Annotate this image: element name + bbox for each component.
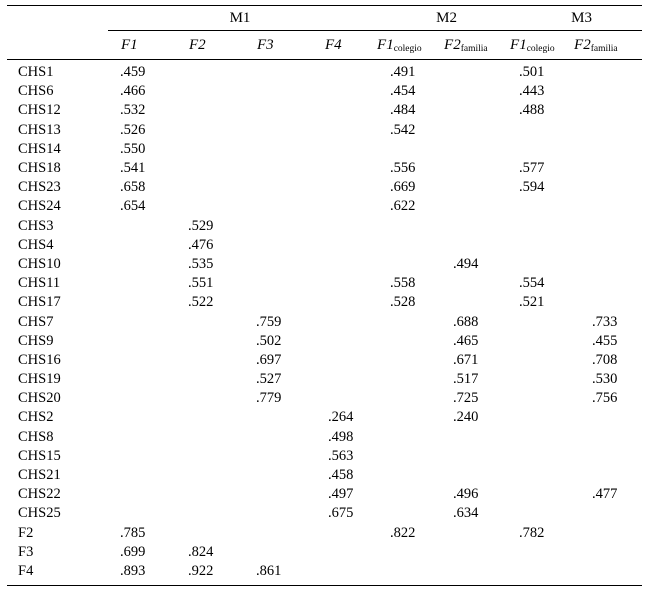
loading-cell	[439, 217, 507, 236]
table-row	[7, 236, 642, 255]
loading-cell	[244, 274, 312, 293]
loading-cell	[108, 370, 176, 389]
table-row	[7, 101, 642, 120]
loading-cell	[108, 236, 176, 255]
loading-cell	[439, 121, 507, 140]
header-corner-cell	[7, 6, 108, 31]
loading-cell	[507, 255, 574, 274]
loading-cell	[574, 408, 642, 427]
row-label: CHS25	[18, 505, 61, 522]
loading-cell: .532	[120, 102, 146, 119]
loading-cell: .822	[390, 524, 416, 541]
loading-cell	[176, 197, 244, 216]
table-row	[7, 332, 642, 351]
loading-cell: .458	[328, 467, 354, 484]
loading-cell	[372, 332, 439, 351]
table-row	[7, 543, 642, 562]
table-body	[7, 60, 642, 586]
loading-cell: .502	[256, 332, 282, 349]
loading-cell	[439, 524, 507, 543]
row-label: CHS21	[18, 467, 61, 484]
row-label: F2	[18, 524, 34, 541]
row-label: CHS3	[18, 217, 54, 234]
table-row	[7, 82, 642, 101]
loading-cell	[312, 159, 372, 178]
loading-cell	[244, 121, 312, 140]
loading-cell	[244, 178, 312, 197]
loading-cell	[244, 159, 312, 178]
loading-cell	[176, 370, 244, 389]
loading-cell	[312, 274, 372, 293]
row-label: CHS1	[18, 64, 54, 81]
loading-cell: .484	[390, 102, 416, 119]
table-row	[7, 60, 642, 83]
row-label: CHS6	[18, 83, 54, 100]
loading-cell	[244, 82, 312, 101]
loading-cell	[176, 82, 244, 101]
factor-header-subscript: colegio	[393, 43, 422, 54]
loading-cell: .542	[390, 121, 416, 138]
loading-cell	[244, 217, 312, 236]
loading-cell	[439, 60, 507, 83]
loading-cell	[176, 524, 244, 543]
loading-cell: .550	[120, 140, 146, 157]
loading-cell: .554	[519, 275, 545, 292]
row-label: CHS19	[18, 371, 61, 388]
loading-cell	[507, 447, 574, 466]
loading-cell	[507, 562, 574, 586]
loading-cell	[244, 466, 312, 485]
loading-cell: .496	[453, 486, 479, 503]
loading-cell	[312, 543, 372, 562]
loading-cell: .622	[390, 198, 416, 215]
loading-cell: .240	[453, 409, 479, 426]
loading-cell	[439, 82, 507, 101]
loading-cell: .528	[390, 294, 416, 311]
loading-cell	[372, 543, 439, 562]
loading-cell	[312, 255, 372, 274]
loading-cell	[372, 217, 439, 236]
loading-cell	[507, 389, 574, 408]
loading-cell	[372, 466, 439, 485]
row-label: CHS2	[18, 409, 54, 426]
loading-cell	[244, 543, 312, 562]
factor-header-subscript: familia	[590, 43, 618, 54]
table-row	[7, 504, 642, 523]
loading-cell	[176, 121, 244, 140]
loading-cell	[312, 197, 372, 216]
loading-cell	[439, 159, 507, 178]
loading-cell	[372, 140, 439, 159]
loading-cell	[574, 447, 642, 466]
loading-cell	[244, 197, 312, 216]
factor-header-2	[176, 31, 244, 60]
table-row	[7, 351, 642, 370]
loading-cell	[372, 389, 439, 408]
loading-cell	[108, 447, 176, 466]
loading-cell	[108, 255, 176, 274]
table-row	[7, 389, 642, 408]
table-row	[7, 121, 642, 140]
loading-cell	[507, 140, 574, 159]
loading-cell: .529	[188, 217, 214, 234]
loading-cell	[574, 504, 642, 523]
loading-cell	[176, 428, 244, 447]
loading-cell: .477	[592, 486, 618, 503]
row-label: CHS12	[18, 102, 61, 119]
loading-cell: .455	[592, 332, 618, 349]
loading-cell	[439, 101, 507, 120]
loading-cell	[312, 524, 372, 543]
factor-header-subscript: familia	[460, 43, 488, 54]
loading-cell	[372, 408, 439, 427]
table-row	[7, 428, 642, 447]
loading-cell	[176, 140, 244, 159]
loading-cell	[574, 60, 642, 83]
table-row	[7, 293, 642, 312]
loading-cell: .530	[592, 371, 618, 388]
loading-cell	[574, 140, 642, 159]
loading-cell	[176, 504, 244, 523]
row-label: CHS14	[18, 140, 61, 157]
loading-cell	[574, 121, 642, 140]
table-row	[7, 312, 642, 331]
loading-cell: .733	[592, 313, 618, 330]
loading-cell	[439, 197, 507, 216]
loading-cell	[372, 504, 439, 523]
loading-cell	[372, 312, 439, 331]
loading-cell	[244, 447, 312, 466]
loading-cell: .556	[390, 160, 416, 177]
loading-cell: .669	[390, 179, 416, 196]
loading-cell	[439, 274, 507, 293]
loading-cell: .824	[188, 543, 214, 560]
factor-header-5	[372, 31, 439, 60]
loading-cell	[312, 101, 372, 120]
loading-cell: .535	[188, 255, 214, 272]
loading-cell	[244, 504, 312, 523]
loading-cell	[574, 217, 642, 236]
loading-cell: .488	[519, 102, 545, 119]
loading-cell: .454	[390, 83, 416, 100]
loading-cell	[244, 485, 312, 504]
factor-header-name: F2	[189, 36, 206, 53]
row-label: CHS16	[18, 351, 61, 368]
loading-cell	[439, 140, 507, 159]
factor-loadings-table	[7, 5, 642, 586]
loading-cell: .725	[453, 390, 479, 407]
loading-cell: .465	[453, 332, 479, 349]
loading-cell: .494	[453, 255, 479, 272]
loading-cell	[176, 466, 244, 485]
loading-cell	[244, 60, 312, 83]
loading-cell	[312, 562, 372, 586]
table-row	[7, 408, 642, 427]
table-row	[7, 178, 642, 197]
loading-cell	[507, 236, 574, 255]
row-label: CHS4	[18, 236, 54, 253]
row-label: F4	[7, 562, 108, 586]
loading-cell	[439, 236, 507, 255]
row-label: CHS8	[18, 428, 54, 445]
factor-header-corner	[7, 31, 108, 60]
loading-cell: .459	[120, 64, 146, 81]
loading-cell: .594	[519, 179, 545, 196]
loading-cell	[312, 236, 372, 255]
loading-cell	[439, 562, 507, 586]
loading-cell	[439, 447, 507, 466]
loading-cell	[176, 159, 244, 178]
loading-cell: .577	[519, 160, 545, 177]
loading-cell: .782	[519, 524, 545, 541]
loading-cell: .675	[328, 505, 354, 522]
loading-cell	[507, 312, 574, 331]
loading-cell: .517	[453, 371, 479, 388]
factor-header-name: F4	[325, 36, 342, 53]
loading-cell	[372, 485, 439, 504]
loading-cell	[176, 332, 244, 351]
loading-cell	[507, 543, 574, 562]
loading-cell	[439, 178, 507, 197]
loading-cell	[507, 428, 574, 447]
loading-cell	[507, 351, 574, 370]
model-header-row	[7, 6, 642, 31]
loading-cell	[312, 60, 372, 83]
loading-cell: .501	[519, 64, 545, 81]
loading-cell: .893	[108, 562, 176, 586]
factor-header-4	[312, 31, 372, 60]
loading-cell: .522	[188, 294, 214, 311]
row-label: CHS9	[18, 332, 54, 349]
loading-cell	[176, 485, 244, 504]
loading-cell	[574, 159, 642, 178]
loading-cell	[372, 351, 439, 370]
loading-cell	[439, 293, 507, 312]
loading-cell	[176, 389, 244, 408]
loading-cell	[244, 524, 312, 543]
loading-cell	[574, 524, 642, 543]
table-row	[7, 447, 642, 466]
loading-cell	[108, 217, 176, 236]
loading-cell	[108, 466, 176, 485]
loading-cell	[244, 428, 312, 447]
loading-cell: .699	[120, 543, 146, 560]
loading-cell	[507, 121, 574, 140]
loading-cell	[574, 428, 642, 447]
factor-header-subscript: colegio	[526, 43, 555, 54]
loading-cell	[312, 121, 372, 140]
loading-cell: .708	[592, 351, 618, 368]
factor-header-name: F2	[574, 36, 591, 53]
loading-cell	[176, 60, 244, 83]
row-label: CHS11	[18, 275, 61, 292]
factor-header-name: F2	[444, 36, 461, 53]
loading-cell: .634	[453, 505, 479, 522]
loading-cell	[108, 274, 176, 293]
factor-header-name: F1	[510, 36, 527, 53]
loading-cell: .476	[188, 236, 214, 253]
loading-cell	[312, 217, 372, 236]
factor-header-8	[574, 31, 642, 60]
loading-cell	[574, 255, 642, 274]
row-label: CHS7	[18, 313, 54, 330]
loading-cell	[507, 504, 574, 523]
factor-header-3	[244, 31, 312, 60]
loading-cell	[574, 101, 642, 120]
loading-cell	[312, 370, 372, 389]
loading-cell	[312, 389, 372, 408]
loading-cell: .527	[256, 371, 282, 388]
table-row	[7, 217, 642, 236]
model-header-m1: M1	[108, 6, 372, 31]
table-row	[7, 485, 642, 504]
loading-cell	[312, 351, 372, 370]
loading-cell	[372, 255, 439, 274]
loading-cell: .466	[120, 83, 146, 100]
row-label: CHS24	[18, 198, 61, 215]
loading-cell: .491	[390, 64, 416, 81]
row-label: CHS13	[18, 121, 61, 138]
row-label: F3	[18, 543, 34, 560]
loading-cell	[244, 293, 312, 312]
row-label: CHS22	[18, 486, 61, 503]
loading-cell	[574, 466, 642, 485]
loading-cell	[507, 217, 574, 236]
loading-cell	[372, 370, 439, 389]
table-row	[7, 524, 642, 543]
factor-header-6	[439, 31, 507, 60]
loading-cell	[439, 543, 507, 562]
loading-cell: .922	[176, 562, 244, 586]
loading-cell: .558	[390, 275, 416, 292]
loading-cell	[507, 466, 574, 485]
loading-cell: .759	[256, 313, 282, 330]
loading-cell	[372, 447, 439, 466]
loading-cell: .497	[328, 486, 354, 503]
loading-cell: .697	[256, 351, 282, 368]
loading-cell	[312, 293, 372, 312]
loading-cell	[312, 178, 372, 197]
model-header-m2: M2	[372, 6, 507, 31]
loading-cell: .541	[120, 160, 146, 177]
loading-cell	[574, 178, 642, 197]
loading-cell	[507, 408, 574, 427]
model-header-m3: M3	[507, 6, 642, 31]
loading-cell	[176, 101, 244, 120]
loading-cell	[372, 428, 439, 447]
table-row	[7, 274, 642, 293]
row-label: CHS20	[18, 390, 61, 407]
loading-cell	[574, 82, 642, 101]
loading-cell	[176, 312, 244, 331]
loading-cell	[312, 82, 372, 101]
loading-cell	[108, 389, 176, 408]
loading-cell	[312, 140, 372, 159]
loading-cell	[176, 408, 244, 427]
loading-cell	[574, 293, 642, 312]
loading-cell	[574, 197, 642, 216]
table-row	[7, 562, 642, 586]
loading-cell	[507, 370, 574, 389]
loading-cell: .785	[120, 524, 146, 541]
loading-cell: .498	[328, 428, 354, 445]
loading-cell	[108, 485, 176, 504]
loading-cell	[439, 466, 507, 485]
loading-cell	[574, 236, 642, 255]
table-row	[7, 466, 642, 485]
loading-cell	[108, 332, 176, 351]
loading-cell: .688	[453, 313, 479, 330]
loading-cell	[574, 543, 642, 562]
table-row	[7, 370, 642, 389]
factor-header-7	[507, 31, 574, 60]
loading-cell	[244, 236, 312, 255]
loading-cell: .563	[328, 447, 354, 464]
loading-cell	[108, 504, 176, 523]
factor-header-name: F1	[121, 36, 138, 53]
row-label: CHS10	[18, 255, 61, 272]
loading-cell	[507, 332, 574, 351]
loading-cell	[507, 485, 574, 504]
loading-cell	[439, 428, 507, 447]
factor-header-name: F3	[257, 36, 274, 53]
loading-cell: .861	[244, 562, 312, 586]
loading-cell	[108, 428, 176, 447]
table-row	[7, 159, 642, 178]
factor-header-name: F1	[377, 36, 394, 53]
loading-cell	[244, 101, 312, 120]
row-label: CHS23	[18, 179, 61, 196]
row-label: CHS18	[18, 160, 61, 177]
loading-cell	[312, 312, 372, 331]
table-row	[7, 255, 642, 274]
loading-cell	[574, 562, 642, 586]
loading-cell: .671	[453, 351, 479, 368]
loading-cell: .264	[328, 409, 354, 426]
loading-cell: .658	[120, 179, 146, 196]
loading-cell	[176, 447, 244, 466]
loading-cell	[507, 197, 574, 216]
loading-cell	[312, 332, 372, 351]
loading-cell	[108, 312, 176, 331]
table-row	[7, 197, 642, 216]
loading-cell: .779	[256, 390, 282, 407]
loading-cell: .526	[120, 121, 146, 138]
loading-cell	[244, 255, 312, 274]
table-row	[7, 140, 642, 159]
loading-cell	[372, 236, 439, 255]
loading-cell: .654	[120, 198, 146, 215]
loading-cell: .756	[592, 390, 618, 407]
factor-header-1	[108, 31, 176, 60]
loading-cell	[176, 178, 244, 197]
loading-cell	[108, 293, 176, 312]
loading-cell	[244, 408, 312, 427]
loading-cell	[244, 140, 312, 159]
loading-cell	[108, 408, 176, 427]
loading-cell	[176, 351, 244, 370]
loading-cell	[574, 274, 642, 293]
loading-cell: .551	[188, 275, 214, 292]
loading-cell: .443	[519, 83, 545, 100]
loading-cell	[372, 562, 439, 586]
loading-cell: .521	[519, 294, 545, 311]
row-label: CHS15	[18, 447, 61, 464]
factor-header-row	[7, 31, 642, 60]
row-label: CHS17	[18, 294, 61, 311]
loading-cell	[108, 351, 176, 370]
